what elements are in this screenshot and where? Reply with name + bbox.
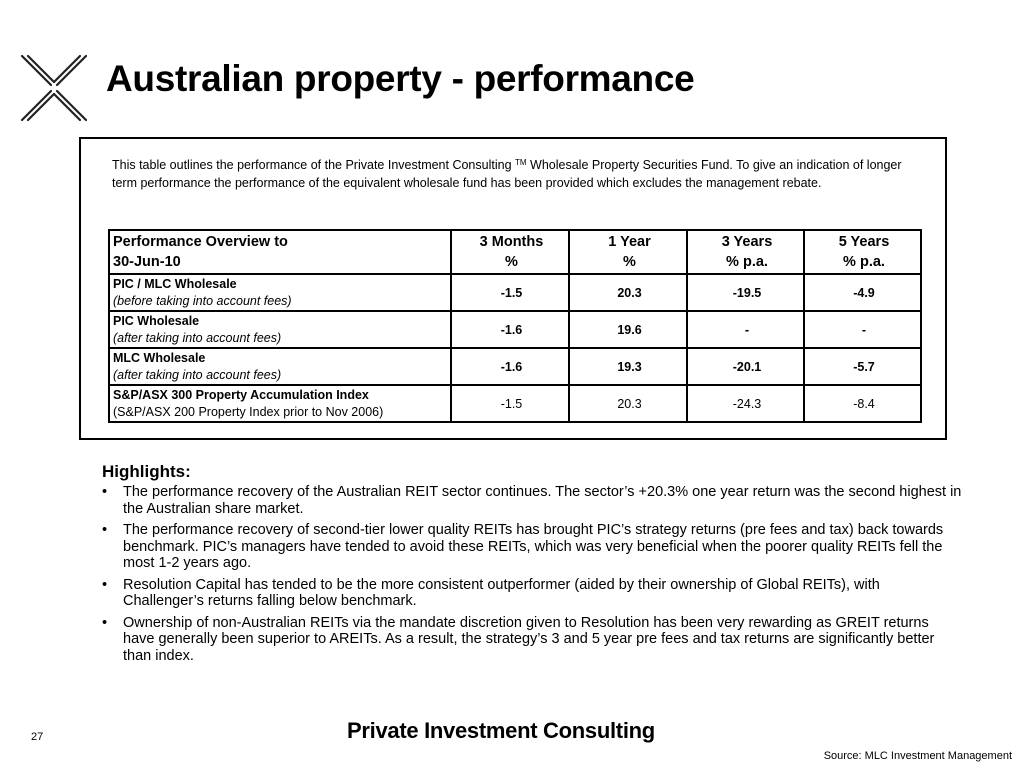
cell-5-years: -5.7 [804, 348, 921, 385]
list-item-text: The performance recovery of the Australian REIT sector continues. The sector’s +20.3% one year return was the second highest in the Australian share market. [123, 484, 962, 517]
header-3-months [451, 230, 569, 274]
cell-1-year: 20.3 [569, 274, 687, 311]
cell-3-months: -1.6 [451, 311, 569, 348]
bullet: • [102, 522, 108, 538]
row-label [109, 311, 451, 348]
page-number: 27 [31, 731, 44, 743]
header-5-years-line2: % p.a. [843, 254, 885, 270]
list-item [102, 484, 962, 517]
list-item-text: Resolution Capital has tended to be the more consistent outperformer (aided by their ownership of Global REITs), with Challenger’s returns falling below benchmark. [123, 576, 880, 609]
header-5-years [804, 230, 921, 274]
row-name: S&P/ASX 300 Property Accumulation Index [113, 387, 369, 402]
performance-table [108, 229, 922, 423]
header-1-year-line1: 1 Year [608, 234, 651, 250]
cell-3-years: -24.3 [687, 385, 804, 422]
row-name: PIC Wholesale [113, 313, 200, 328]
list-item [102, 577, 962, 610]
bullet: • [102, 576, 108, 593]
cell-3-months: -1.5 [451, 385, 569, 422]
row-label [109, 348, 451, 385]
x-logo-icon [18, 52, 90, 124]
brand-logo-text: Private Investment Consulting [347, 718, 655, 743]
list-item [102, 615, 962, 665]
cell-3-months: -1.6 [451, 348, 569, 385]
header-3-years [687, 230, 804, 274]
list-item-text: Ownership of non-Australian REITs via the mandate discretion given to Resolution has been very rewarding as GREIT returns have generally been superior to AREITs. As a result, the strategy’s 3 and 5 year pre fees and tax returns are significantly better than index. [123, 614, 935, 664]
trademark: TM [515, 158, 527, 167]
highlights-section [102, 462, 962, 669]
header-label [109, 230, 451, 274]
row-name: MLC Wholesale [113, 350, 206, 365]
intro-before: This table outlines the performance of the Private Investment Consulting [112, 158, 515, 172]
bullet: • [102, 614, 108, 631]
row-note: (S&P/ASX 200 Property Index prior to Nov 2006) [113, 404, 384, 419]
page-title: Australian property - performance [106, 58, 695, 99]
header-label-line2: 30-Jun-10 [113, 254, 181, 270]
row-note: (before taking into account fees) [113, 293, 292, 308]
table-header-row [109, 230, 921, 274]
header-3-years-line1: 3 Years [721, 234, 773, 250]
cell-3-years: -19.5 [687, 274, 804, 311]
cell-3-months: -1.5 [451, 274, 569, 311]
table-row [109, 385, 921, 422]
table-row [109, 348, 921, 385]
intro-after: Wholesale Property Securities Fund. To give an indication of longer term performance the performance of the equivalent wholesale fund has been provided which excludes the management rebate. [112, 158, 902, 190]
highlights-title: Highlights: [102, 462, 191, 481]
list-item-text: The performance recovery of second-tier lower quality REITs has brought PIC’s strategy returns (pre fees and tax) back towards benchmark. PIC’s managers have tended to avoid these REITs, which was very beneficial when the poorer quality REITs fell the most 1-2 years ago. [123, 522, 944, 571]
cell-3-years: -20.1 [687, 348, 804, 385]
header-3-months-line2: % [505, 254, 518, 270]
list-item [102, 522, 962, 572]
table-row [109, 311, 921, 348]
cell-1-year: 20.3 [569, 385, 687, 422]
cell-5-years: -8.4 [804, 385, 921, 422]
row-note: (after taking into account fees) [113, 367, 282, 382]
bullet: • [102, 484, 108, 500]
header-label-line1: Performance Overview to [113, 234, 288, 250]
header-5-years-line1: 5 Years [838, 234, 890, 250]
row-label [109, 274, 451, 311]
row-label [109, 385, 451, 422]
highlights-list [102, 484, 962, 664]
header-1-year-line2: % [623, 254, 636, 270]
source-note: Source: MLC Investment Management [823, 750, 1012, 762]
cell-5-years: - [804, 311, 921, 348]
cell-3-years: - [687, 311, 804, 348]
row-note: (after taking into account fees) [113, 330, 282, 345]
intro-text [112, 156, 917, 192]
cell-1-year: 19.3 [569, 348, 687, 385]
row-name: PIC / MLC Wholesale [113, 276, 237, 291]
table-row [109, 274, 921, 311]
header-1-year [569, 230, 687, 274]
header-3-years-line2: % p.a. [726, 254, 768, 270]
cell-5-years: -4.9 [804, 274, 921, 311]
cell-1-year: 19.6 [569, 311, 687, 348]
header-3-months-line1: 3 Months [479, 234, 544, 250]
